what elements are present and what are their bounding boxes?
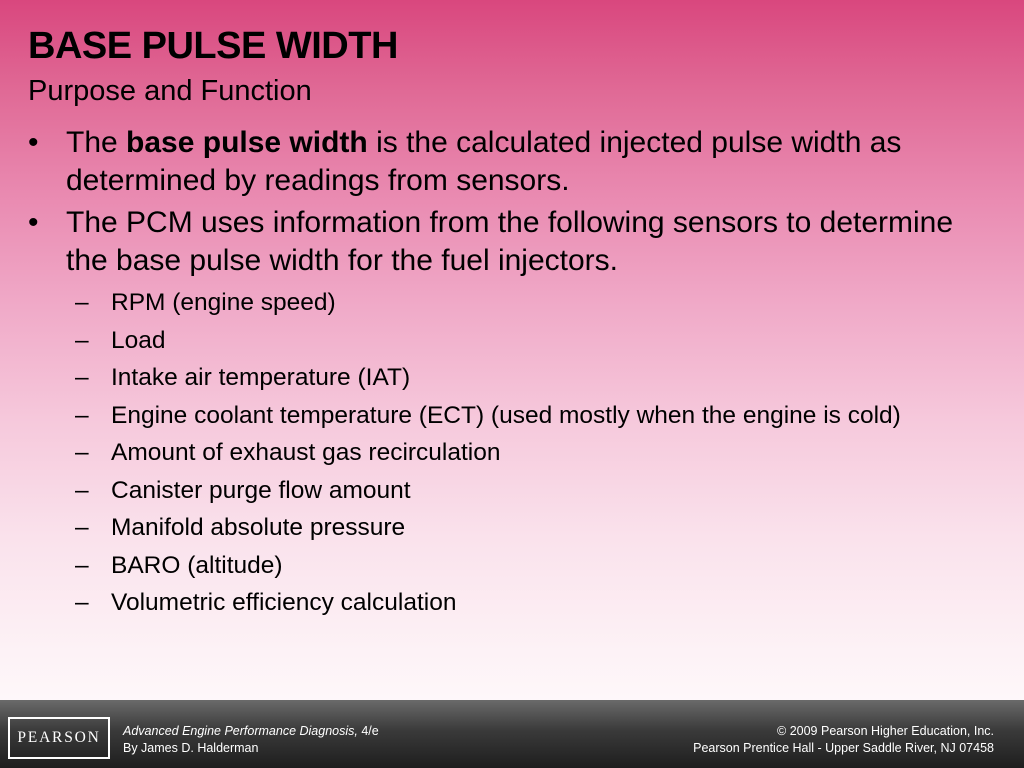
footer-book-info: [123, 723, 379, 757]
sub-bullet-marker: –: [75, 364, 89, 391]
sub-bullet-text: BARO (altitude): [111, 551, 283, 579]
sub-bullet-item: [28, 438, 988, 468]
sub-bullet-marker: –: [75, 289, 89, 316]
bullet-text: The PCM uses information from the following sensors to determine the base pulse width for the fuel injectors.: [66, 206, 954, 277]
footer-bar: [0, 700, 1024, 768]
sub-bullet-text: Intake air temperature (IAT): [111, 364, 411, 391]
book-title: Advanced Engine Performance Diagnosis,: [123, 724, 358, 738]
slide-subtitle: Purpose and Function: [28, 75, 312, 107]
bullet-item: [28, 204, 988, 280]
sub-bullet-marker: –: [75, 439, 89, 466]
sub-bullet-text: Load: [111, 326, 166, 354]
sub-bullet-text: Canister purge flow amount: [111, 476, 411, 504]
book-author: By James D. Halderman: [123, 741, 259, 755]
copyright-text: © 2009 Pearson Higher Education, Inc.: [777, 724, 994, 738]
bullet-list: [28, 124, 988, 626]
sub-bullet-item: [28, 401, 988, 431]
sub-bullet-text: RPM (engine speed): [111, 289, 336, 316]
sub-bullet-item: [28, 476, 988, 506]
book-edition: 4/e: [357, 724, 379, 738]
sub-bullet-item: [28, 513, 988, 543]
sub-bullet-list: [28, 288, 988, 618]
bullet-item: [28, 124, 988, 200]
sub-bullet-item: [28, 588, 988, 618]
sub-bullet-marker: –: [75, 326, 89, 354]
sub-bullet-item: [28, 288, 988, 318]
footer-title-line: [123, 723, 379, 740]
sub-bullet-item: [28, 551, 988, 581]
logo-text: PEARSON: [17, 729, 101, 746]
sub-bullet-text: Manifold absolute pressure: [111, 514, 406, 541]
sub-bullet-text: Volumetric efficiency calculation: [111, 589, 457, 616]
bullet-marker: •: [28, 206, 39, 239]
sub-bullet-marker: –: [75, 476, 89, 504]
bullet-text-pre: The: [66, 126, 127, 159]
sub-bullet-text: Amount of exhaust gas recirculation: [111, 439, 501, 466]
sub-bullet-marker: –: [75, 551, 89, 579]
sub-bullet-marker: –: [75, 514, 89, 541]
sub-bullet-text: Engine coolant temperature (ECT) (used mostly when the engine is cold): [111, 401, 901, 429]
publisher-text: Pearson Prentice Hall - Upper Saddle River, NJ 07458: [693, 741, 994, 755]
bullet-text-bold: base pulse width: [126, 126, 368, 159]
bullet-marker: •: [28, 126, 39, 159]
pearson-logo: [8, 717, 110, 759]
footer-publisher-info: [693, 723, 994, 757]
sub-bullet-item: [28, 363, 988, 393]
sub-bullet-marker: –: [75, 589, 89, 616]
bullet-text-post: is the calculated injected pulse width as determined by readings from sensors.: [66, 126, 902, 197]
sub-bullet-item: [28, 326, 988, 356]
slide-title: BASE PULSE WIDTH: [28, 25, 398, 67]
sub-bullet-marker: –: [75, 401, 89, 429]
